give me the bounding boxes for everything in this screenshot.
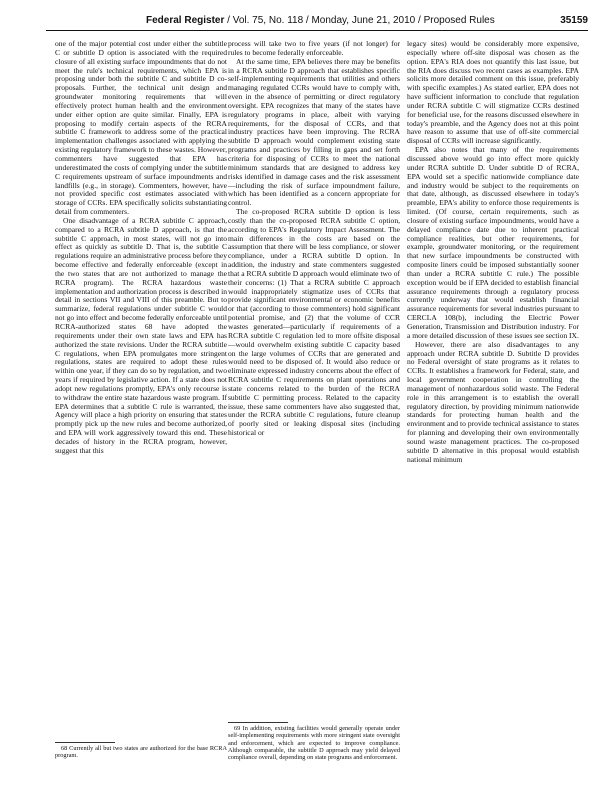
paragraph: EPA also notes that many of the requirements discussed above would go into effect more quickly under RCRA subtitle D. Under subtitle D of RCRA, EPA would set a specific nationwide compliance date and industry would be subject to the requirements on that date, although, as discussed elsewhere in today's preamble, EPA's ability to enforce those requirements is limited. (Of course, certain requirements, such as closure of existing surface impoundments, would have a delayed compliance date due to inherent practical compliance realities, but other requirements, for example, groundwater monitoring, or the requirement that new surface impoundments be constructed with composite liners could be imposed substantially sooner than under a RCRA subtitle C rule.) The possible exception would be if EPA decided to establish financial assurance requirements through a regulatory process currently underway that would establish financial assurance requirements for several industries pursuant to CERCLA 108(b), including the Electric Power Generation, Transmission and Distribution industry. For a more detailed discussion of these issues see section IX. <box>407 145 579 340</box>
footnote-text: 68 Currently all but two states are authorized for the base RCRA program. <box>55 745 227 760</box>
issue-info: / Vol. 75, No. 118 / Monday, June 21, 2010 / Proposed Rules <box>224 15 495 26</box>
paragraph: process will take two to five years (if not longer) for rules to become federally enforceable. <box>228 39 400 57</box>
footnote-separator <box>55 742 115 743</box>
footnote-2 <box>228 722 400 761</box>
column-1 <box>55 40 227 456</box>
paragraph: one of the major potential cost under either the subtitle C or subtitle D option is associated with the required closure of all existing surface impoundments that do not meet the rule's technical requirements, which EPA is proposing under both the subtitle C and subtitle D co-proposals. Further, the technical unit design and groundwater monitoring requirements that will effectively protect human health and the environment under either option are quite similar. Finally, EPA is proposing to modify certain aspects of the RCRA subtitle C framework to address some of the practical implementation challenges associated with applying the existing regulatory framework to these wastes. However, commenters have suggested that EPA has underestimated the costs of complying under the subtitle C requirements upstream of surface impoundments and landfills (e.g., in storage). Commenters, however, have not provided specific cost estimates associated with storage of CCRs. EPA specifically solicits substantiating detail from commenters. <box>55 39 227 217</box>
footnote-text: 69 In addition, existing facilities would generally operate under self-implementing requirements with more stringent state oversight and enforcement, which are expected to improve compliance. Although comparable, the subtitle D approach may yield delayed compliance overall, depending on state programs and enforcement. <box>228 725 400 762</box>
paragraph: One disadvantage of a RCRA subtitle C approach, compared to a RCRA subtitle D approach, is that the subtitle C approach, in most states, will not go into effect as quickly as subtitle D. That is, the subtitle C regulations require an administrative process before they become effective and federally enforceable (except in the two states that are not authorized to manage the RCRA program). The RCRA hazardous waste implementation and authorization process is described in detail in sections VII and VIII of this preamble. But to summarize, federal regulations under subtitle C would not go into effect and become federally enforceable until RCRA-authorized states 68 have adopted the requirements under their own state laws and EPA has authorized the state revisions. Under the RCRA subtitle C regulations, when EPA promulgates more stringent regulations, states are required to adopt these rules within one year, if they can do so by regulation, and two years if required by legislative action. If a state does not adopt new regulations promptly, EPA's only recourse is to withdraw the entire state hazardous waste program. If EPA determines that a subtitle C rule is warranted, the Agency will place a high priority on ensuring that states promptly pick up the new rules and become authorized, and EPA will work aggressively toward this end. These decades of history in the RCRA program, however, suggest that this <box>55 215 227 455</box>
column-2 <box>228 40 400 438</box>
header-rule <box>46 30 588 31</box>
paragraph: The co-proposed RCRA subtitle D option is less costly than the co-proposed RCRA subtitle C option, according to EPA's Regulatory Impact Assessment. The main differences in the costs are based on the assumption that there will be less compliance, or slower compliance, under a RCRA subtitle D option. In addition, the industry and state commenters suggested that a RCRA subtitle D approach would eliminate two of their concerns: (1) That a RCRA subtitle C approach would inappropriately stigmatize uses of CCRs that provide significant environmental or economic benefits or that (according to those commenters) hold significant potential promise, and (2) that the volume of CCR wastes generated—particularly if requirements of a RCRA subtitle C regulation led to more offsite disposal—would overwhelm existing subtitle C capacity based on the large volumes of CCRs that are generated and would need to be disposed of. It would also reduce or eliminate expressed industry concerns about the effect of RCRA subtitle C requirements on plant operations and state concerns related to the burden of the RCRA subtitle C permitting process. Related to the capacity issue, these same commenters have also suggested that, under the RCRA subtitle C regulations, future cleanup of poorly sited or leaking disposal sites (including historical or <box>228 207 400 438</box>
paragraph: At the same time, EPA believes there may be benefits in a RCRA subtitle D approach that establishes specific self-implementing requirements that utilities and others managing regulated CCRs would have to comply with, even in the absence of permitting or direct regulatory oversight. EPA recognizes that many of the states have regulatory programs in place, albeit with varying requirements, for the disposal of CCRs, and that industry practices have been improving. The RCRA subtitle D approach would complement existing state programs and practices by filling in gaps and set forth criteria for disposing of CCRs to meet the national minimum standards that are designed to address key risks identified in damage cases and the risk assessment—including the risk of surface impoundment failure, which has been identified as a concern appropriate for control. <box>228 56 400 208</box>
publication-title: Federal Register <box>146 15 225 26</box>
column-3 <box>407 40 579 465</box>
running-head <box>146 15 495 26</box>
page-header <box>46 11 588 27</box>
page-number: 35159 <box>560 15 588 26</box>
paragraph: legacy sites) would be considerably more expensive, especially where off-site disposal was chosen as the option. EPA's RIA does not quantify this last issue, but the RIA does discuss two recent cases as examples. EPA solicits more detailed comment on this issue, preferably with specific examples.) As stated earlier, EPA does not have sufficient information to conclude that regulation under RCRA subtitle C will stigmatize CCRs destined for beneficial use, for the reasons discussed elsewhere in today's preamble, and the Agency does not at this point have reason to assume that use of off-site commercial disposal of CCRs will increase significantly. <box>407 39 579 146</box>
footnote-separator <box>228 722 288 723</box>
footnote-1 <box>55 742 227 760</box>
paragraph: However, there are also disadvantages to any approach under RCRA subtitle D. Subtitle D provides no Federal oversight of state programs as it relates to CCRs. It establishes a framework for Federal, state, and local government cooperation in controlling the management of nonhazardous solid waste. The Federal role in this arrangement is to establish the overall regulatory direction, by providing minimum nationwide standards for protecting human health and the environment and to provide technical assistance to states for planning and developing their own environmentally sound waste management practices. The co-proposed subtitle D alternative in this proposal would establish national minimum <box>407 339 579 464</box>
